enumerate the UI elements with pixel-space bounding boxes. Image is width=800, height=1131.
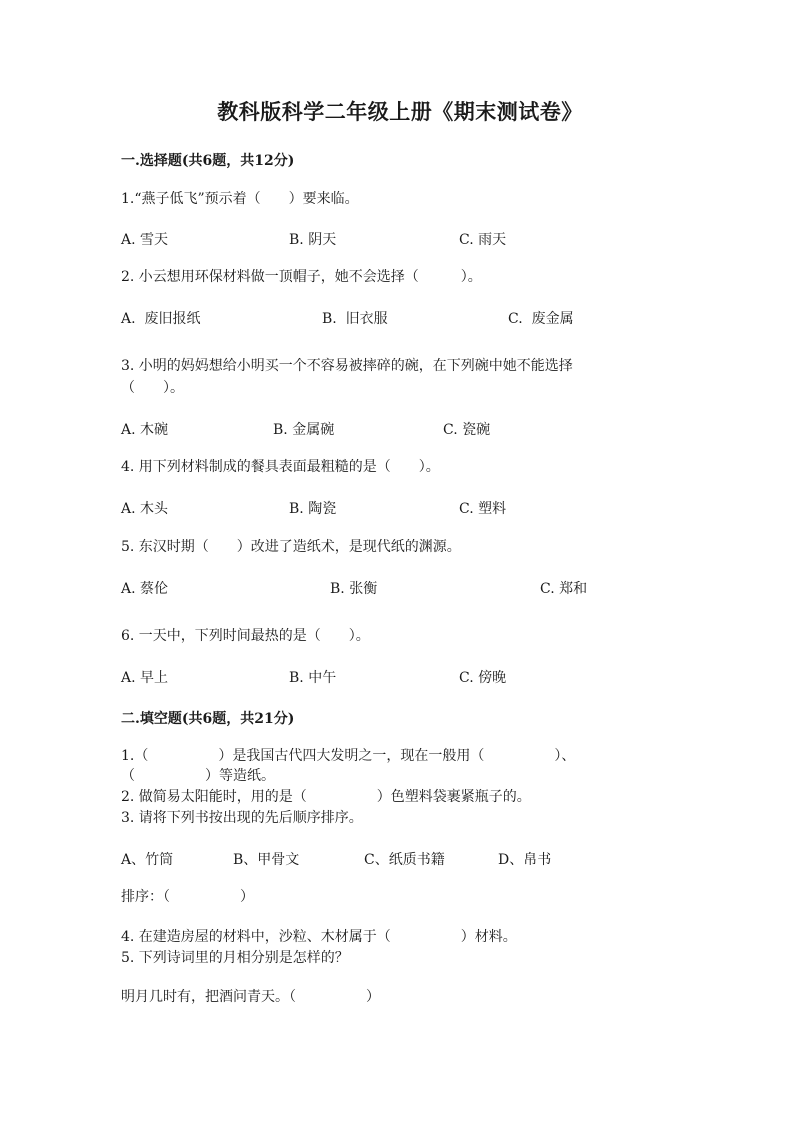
question-6-option-a: A. 早上 [121,670,169,686]
question-3-continued: （ ）。 [121,380,184,396]
question-5-option-c: C. 郑和 [540,581,588,597]
question-5-option-b: B. 张衡 [330,581,378,597]
page-title: 教科版科学二年级上册《期末测试卷》 [217,99,583,124]
question-5-option-a: A. 蔡伦 [121,581,169,597]
question-2: 2. 小云想用环保材料做一顶帽子，她不会选择（ ）。 [121,269,482,285]
question-6-option-b: B. 中午 [289,670,337,686]
fill-question-5: 5. 下列诗词里的月相分别是怎样的？ [121,950,349,966]
question-1: 1.“燕子低飞”预示着（ ）要来临。 [121,191,359,207]
question-4-option-c: C. 塑料 [459,501,507,517]
question-2-option-c: C. 废金属 [508,311,574,327]
question-6: 6. 一天中，下列时间最热的是（ ）。 [121,628,370,644]
question-4-option-b: B. 陶瓷 [289,501,337,517]
question-1-option-a: A. 雪天 [121,232,169,248]
section-heading-choice: 一.选择题(共6题，共12分) [121,153,295,169]
fill-question-3-option-c: C、纸质书籍 [364,852,445,868]
section-heading-fill-blank: 二.填空题(共6题，共21分) [121,711,295,727]
question-1-option-c: C. 雨天 [459,232,507,248]
fill-question-3-option-a: A、竹筒 [121,852,174,868]
question-1-option-b: B. 阴天 [289,232,337,248]
fill-question-5-line: 明月几时有，把酒问青天。（ ） [121,989,380,1005]
fill-question-1-continued: （ ）等造纸。 [121,768,275,784]
fill-question-3-option-d: D、帛书 [498,852,552,868]
question-4: 4. 用下列材料制成的餐具表面最粗糙的是（ ）。 [121,459,440,475]
fill-question-2: 2. 做简易太阳能时，用的是（ ）色塑料袋裹紧瓶子的。 [121,789,531,805]
question-3-option-c: C. 瓷碗 [443,422,491,438]
fill-question-3-answer: 排序：（ ） [121,889,254,905]
question-2-option-a: A. 废旧报纸 [121,311,201,327]
fill-question-3-option-b: B、甲骨文 [233,852,300,868]
fill-question-1: 1.（ ）是我国古代四大发明之一，现在一般用（ ）、 [121,748,576,764]
question-2-option-b: B. 旧衣服 [322,311,388,327]
question-3-option-a: A. 木碗 [121,422,169,438]
question-3: 3. 小明的妈妈想给小明买一个不容易被摔碎的碗，在下列碗中她不能选择 [121,358,573,374]
question-5: 5. 东汉时期（ ）改进了造纸术，是现代纸的渊源。 [121,539,461,555]
question-6-option-c: C. 傍晚 [459,670,507,686]
question-3-option-b: B. 金属碗 [273,422,335,438]
fill-question-4: 4. 在建造房屋的材料中，沙粒、木材属于（ ）材料。 [121,929,517,945]
fill-question-3: 3. 请将下列书按出现的先后顺序排序。 [121,810,363,826]
question-4-option-a: A. 木头 [121,501,169,517]
